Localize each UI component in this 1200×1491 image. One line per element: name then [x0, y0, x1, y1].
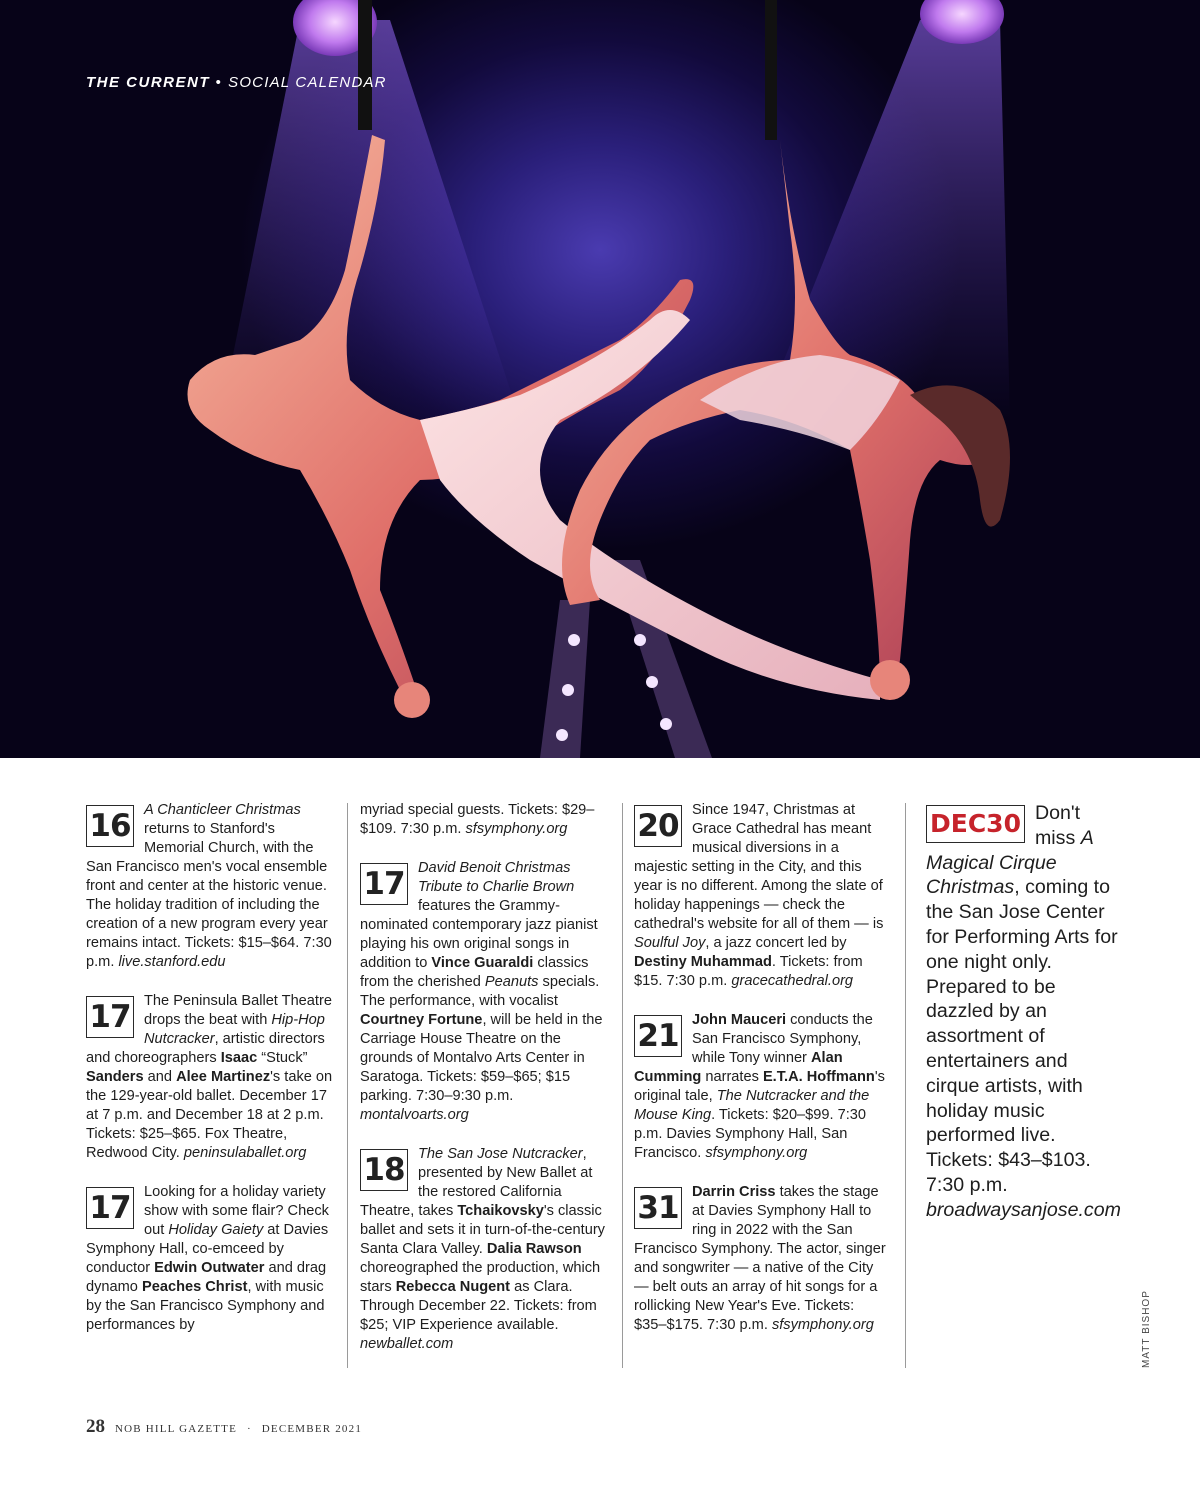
- event-link[interactable]: sfsymphony.org: [705, 1145, 808, 1161]
- date-badge: 16: [86, 805, 134, 847]
- page-number: 28: [86, 1416, 105, 1437]
- event-link[interactable]: sfsymphony.org: [771, 1317, 874, 1333]
- publication-name: NOB HILL GAZETTE: [114, 1423, 237, 1435]
- photo-credit: MATT BISHOP: [1141, 1290, 1152, 1368]
- featured-event: [926, 801, 1122, 1223]
- event-entry-continued: [360, 801, 612, 839]
- event-entry: [86, 1183, 338, 1335]
- featured-date-badge: DEC30: [926, 805, 1025, 843]
- event-entry: [86, 992, 338, 1163]
- date-badge: 21: [634, 1015, 682, 1057]
- event-entry: [360, 1145, 612, 1354]
- section-subtitle: SOCIAL CALENDAR: [228, 74, 387, 91]
- event-text: David Benoit Christmas Tribute to Charlie Brown features the Grammy-nominated contemporary jazz pianist playing his own original songs in addition to Vince Guaraldi classics from the cherished Peanuts specials. The performance, with vocalist Courtney Fortune, will be held in the Carriage House Theatre on the grounds of Montalvo Arts Center in Saratoga. Tickets: $59–$65; $15 parking. 7:30–9:30 p.m. montalvoarts.org: [360, 860, 603, 1123]
- page-footer: [86, 1416, 362, 1438]
- section-separator: •: [215, 74, 223, 91]
- issue-date: DECEMBER 2021: [261, 1423, 363, 1435]
- event-text: A Chanticleer Christmas returns to Stanford's Memorial Church, with the San Francisco men's vocal ensemble front and center at the historic venue. The holiday tradition of including the creation of a new program every year remains intact. Tickets: $15–$64. 7:30 p.m. live.stanford.edu: [86, 802, 332, 970]
- event-text: Looking for a holiday variety show with some flair? Check out Holiday Gaiety at Davies Symphony Hall, co-emceed by conductor Edwin Outwater and drag dynamo Peaches Christ, with music by the San Francisco Symphony and performances by: [86, 1184, 329, 1333]
- date-badge: 20: [634, 805, 682, 847]
- column-divider: [347, 803, 348, 1368]
- column-divider: [905, 803, 906, 1368]
- featured-text: Don't miss A Magical Cirque Christmas, coming to the San Jose Center for Performing Arts for one night only. Prepared to be dazzled by an assortment of entertainers and cirque artists, with holiday music performed live. Tickets: $43–$103. 7:30 p.m. broadwaysanjose.com: [926, 802, 1121, 1221]
- date-badge: 31: [634, 1187, 682, 1229]
- event-entry: [634, 1183, 886, 1335]
- date-badge: 17: [86, 1187, 134, 1229]
- event-link[interactable]: sfsymphony.org: [465, 821, 568, 837]
- column-1: [86, 801, 338, 1355]
- event-text: myriad special guests. Tickets: $29–$109. 7:30 p.m. sfsymphony.org: [360, 802, 595, 837]
- section-title: THE CURRENT: [86, 74, 210, 91]
- event-link[interactable]: live.stanford.edu: [118, 954, 226, 970]
- column-divider: [622, 803, 623, 1368]
- footer-separator: ·: [246, 1423, 252, 1435]
- event-text: The San Jose Nutcracker, presented by New Ballet at the restored California Theatre, takes Tchaikovsky's classic ballet and sets it in turn-of-the-century Santa Clara Valley. Dalia Rawson choreographed the production, which stars Rebecca Nugent as Clara. Through December 22. Tickets: from $25; VIP Experience available. newballet.com: [360, 1146, 605, 1352]
- event-text: The Peninsula Ballet Theatre drops the beat with Hip-Hop Nutcracker, artistic directors and choreographers Isaac “Stuck” Sanders and Alee Martinez's take on the 129-year-old ballet. December 17 at 7 p.m. and December 18 at 2 p.m. Tickets: $25–$65. Fox Theatre, Redwood City. peninsulaballet.org: [86, 993, 333, 1161]
- date-badge: 17: [86, 996, 134, 1038]
- section-label: [86, 74, 387, 91]
- event-entry: [360, 859, 612, 1125]
- event-link[interactable]: montalvoarts.org: [360, 1107, 469, 1123]
- event-entry: [634, 801, 886, 991]
- event-link[interactable]: newballet.com: [360, 1336, 454, 1352]
- event-text: Darrin Criss takes the stage at Davies Symphony Hall to ring in 2022 with the San Francisco Symphony. The actor, singer and songwriter — a native of the City — belt outs an array of hit songs for a rollicking New Year's Eve. Tickets: $35–$175. 7:30 p.m. sfsymphony.org: [634, 1184, 886, 1333]
- event-link[interactable]: gracecathedral.org: [731, 973, 854, 989]
- date-badge: 17: [360, 863, 408, 905]
- date-badge: 18: [360, 1149, 408, 1191]
- event-link[interactable]: broadwaysanjose.com: [926, 1198, 1121, 1221]
- column-3: [634, 801, 886, 1355]
- event-text: Since 1947, Christmas at Grace Cathedral has meant musical diversions in a majestic setting in the City, and this year is no different. Among the slate of holiday happenings — check the cathedral's website for all of them — is Soulful Joy, a jazz concert led by Destiny Muhammad. Tickets: from $15. 7:30 p.m. gracecathedral.org: [634, 802, 884, 989]
- event-link[interactable]: peninsulaballet.org: [183, 1145, 307, 1161]
- column-2: [360, 801, 612, 1374]
- event-text: John Mauceri conducts the San Francisco Symphony, while Tony winner Alan Cumming narrates E.T.A. Hoffmann's original tale, The Nutcracker and the Mouse King. Tickets: $20–$99. 7:30 p.m. Davies Symphony Hall, San Francisco. sfsymphony.org: [634, 1012, 885, 1161]
- event-entry: [634, 1011, 886, 1163]
- event-entry: [86, 801, 338, 972]
